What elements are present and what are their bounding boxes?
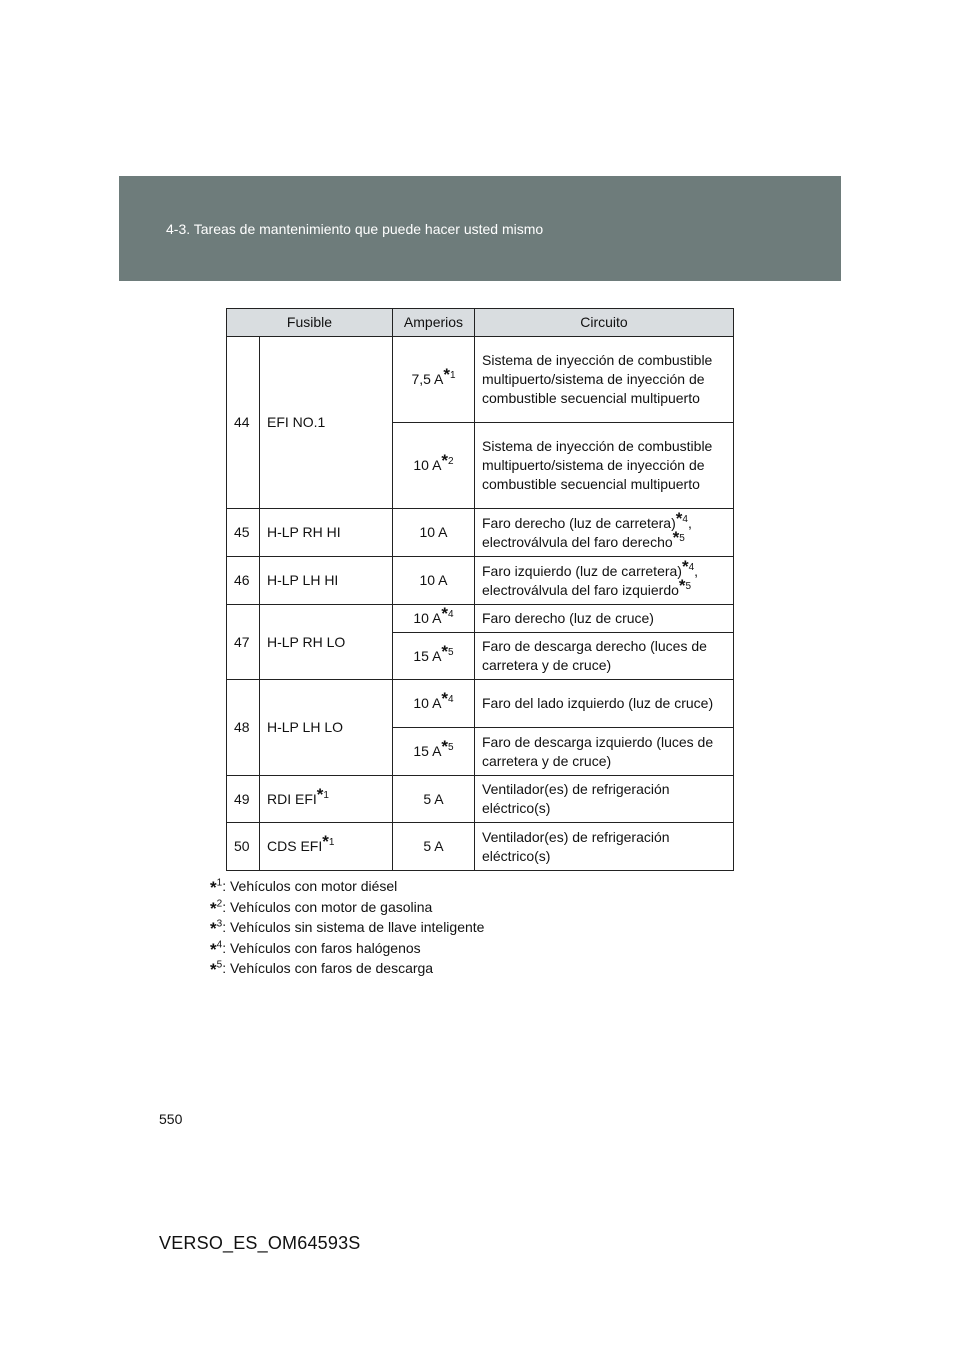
circuit: Faro del lado izquierdo (luz de cruce) [475,680,734,728]
footnote-asterisk: * [675,508,683,528]
footnote-asterisk: * [210,939,217,959]
table-row [227,509,734,557]
circuit: Faro derecho (luz de carretera) [482,514,676,531]
footnote-ref: 5 [679,532,685,544]
footnote-asterisk: * [441,641,449,661]
circuit: electroválvula del faro izquierdo [482,581,679,598]
footnote-asterisk: * [441,737,449,757]
footnote-ref: 1 [328,837,335,849]
circuit: Faro de descarga derecho (luces de carretera y de cruce) [475,633,734,680]
footnote-item [210,917,484,938]
comma: , [687,514,692,531]
fuse-number: 44 [227,337,260,509]
circuit-cell [475,557,734,605]
column-header-fusible: Fusible [227,309,393,337]
table-header-row [227,309,734,337]
amperage: 10 A [393,557,475,605]
circuit: electroválvula del faro derecho [482,533,673,550]
fuse-name: H-LP RH HI [260,509,393,557]
section-title: 4-3. Tareas de mantenimiento que puede hacer usted mismo [166,221,544,237]
fuse-name: EFI NO.1 [260,337,393,509]
column-header-circuito: Circuito [475,309,734,337]
footnote-ref: 1 [323,789,329,801]
footnote-ref: 4 [682,513,688,525]
amperage: 10 A [413,457,442,473]
footnote-asterisk: * [441,451,449,471]
footnote-ref: 5 [448,742,454,754]
fuse-number: 46 [227,557,260,605]
footnote-asterisk: * [210,898,217,918]
table-row [227,680,734,728]
amperage-cell [393,728,475,776]
circuit-cell [475,509,734,557]
footnote-ref: 5 [448,646,454,658]
page-number: 550 [159,1111,183,1127]
fuse-number: 47 [227,605,260,680]
footnote-text: : Vehículos sin sistema de llave inteligente [222,919,485,936]
amperage: 5 A [393,823,475,871]
amperage: 10 A [413,610,442,626]
footnote-asterisk: * [210,919,217,939]
footnote-text: : Vehículos con faros de descarga [222,960,434,977]
fuse-number: 50 [227,823,260,871]
footnote-ref: 4 [448,609,454,621]
footnote-ref: 4 [688,561,695,573]
footnote-text: : Vehículos con faros halógenos [222,939,421,956]
footnote-asterisk: * [210,878,217,897]
footnote-item [210,938,484,959]
table-row [227,605,734,633]
circuit: Faro izquierdo (luz de carretera) [482,562,682,579]
table-row [227,823,734,871]
footnote-number: 5 [216,959,223,971]
footnote-item [210,876,484,897]
footnote-text: : Vehículos con motor diésel [222,878,398,894]
footnote-asterisk: * [678,575,686,595]
footnote-text: : Vehículos con motor de gasolina [222,898,433,915]
fuse-name-cell [260,776,393,823]
amperage-cell [393,605,475,633]
amperage: 15 A [413,743,442,759]
circuit: Faro derecho (luz de cruce) [475,605,734,633]
footnotes [210,876,484,979]
amperage-cell [393,680,475,728]
amperage: 5 A [393,776,475,823]
amperage: 7,5 A [411,371,444,387]
footnote-item [210,897,484,918]
circuit: Ventilador(es) de refrigeración eléctrico(s) [475,823,734,871]
footnote-number: 3 [216,918,223,930]
footnote-asterisk: * [316,784,324,804]
footnote-number: 1 [216,877,223,889]
footnote-ref: 2 [448,456,454,468]
footnote-asterisk: * [441,604,449,624]
footnote-asterisk: * [443,365,450,385]
fuse-name: H-LP LH LO [260,680,393,776]
amperage: 10 A [413,695,442,711]
column-header-amperios: Amperios [393,309,475,337]
circuit: Ventilador(es) de refrigeración eléctrico(s) [475,776,734,823]
footnote-ref: 4 [448,694,454,706]
fuse-name: CDS EFI [267,838,323,854]
footnote-asterisk: * [210,960,217,980]
table-row [227,337,734,423]
section-header-band [119,176,841,281]
fuse-name: RDI EFI [267,790,317,807]
fuse-number: 49 [227,776,260,823]
footnote-ref: 1 [449,370,456,382]
circuit: Sistema de inyección de combustible multipuerto/sistema de inyección de combustible secuencial multipuerto [475,337,734,423]
footnote-asterisk: * [322,832,329,852]
amperage-cell [393,633,475,680]
document-code: VERSO_ES_OM64593S [159,1233,361,1253]
comma: , [694,562,699,579]
table-row [227,776,734,823]
amperage: 15 A [413,647,442,664]
fuse-name: H-LP LH HI [260,557,393,605]
table-row [227,557,734,605]
fuse-table [226,308,734,871]
footnote-number: 4 [216,939,223,951]
footnote-item [210,958,484,979]
footnote-ref: 5 [685,580,692,592]
footnote-asterisk: * [672,527,680,547]
amperage: 10 A [393,509,475,557]
amperage-cell [393,423,475,509]
circuit: Faro de descarga izquierdo (luces de carretera y de cruce) [475,728,734,776]
circuit: Sistema de inyección de combustible multipuerto/sistema de inyección de combustible secuencial multipuerto [475,423,734,509]
fuse-number: 45 [227,509,260,557]
fuse-name: H-LP RH LO [260,605,393,680]
amperage-cell [393,337,475,423]
fuse-number: 48 [227,680,260,776]
footnote-number: 2 [216,897,223,909]
footnote-asterisk: * [681,556,689,576]
fuse-name-cell [260,823,393,871]
footnote-asterisk: * [441,689,449,709]
